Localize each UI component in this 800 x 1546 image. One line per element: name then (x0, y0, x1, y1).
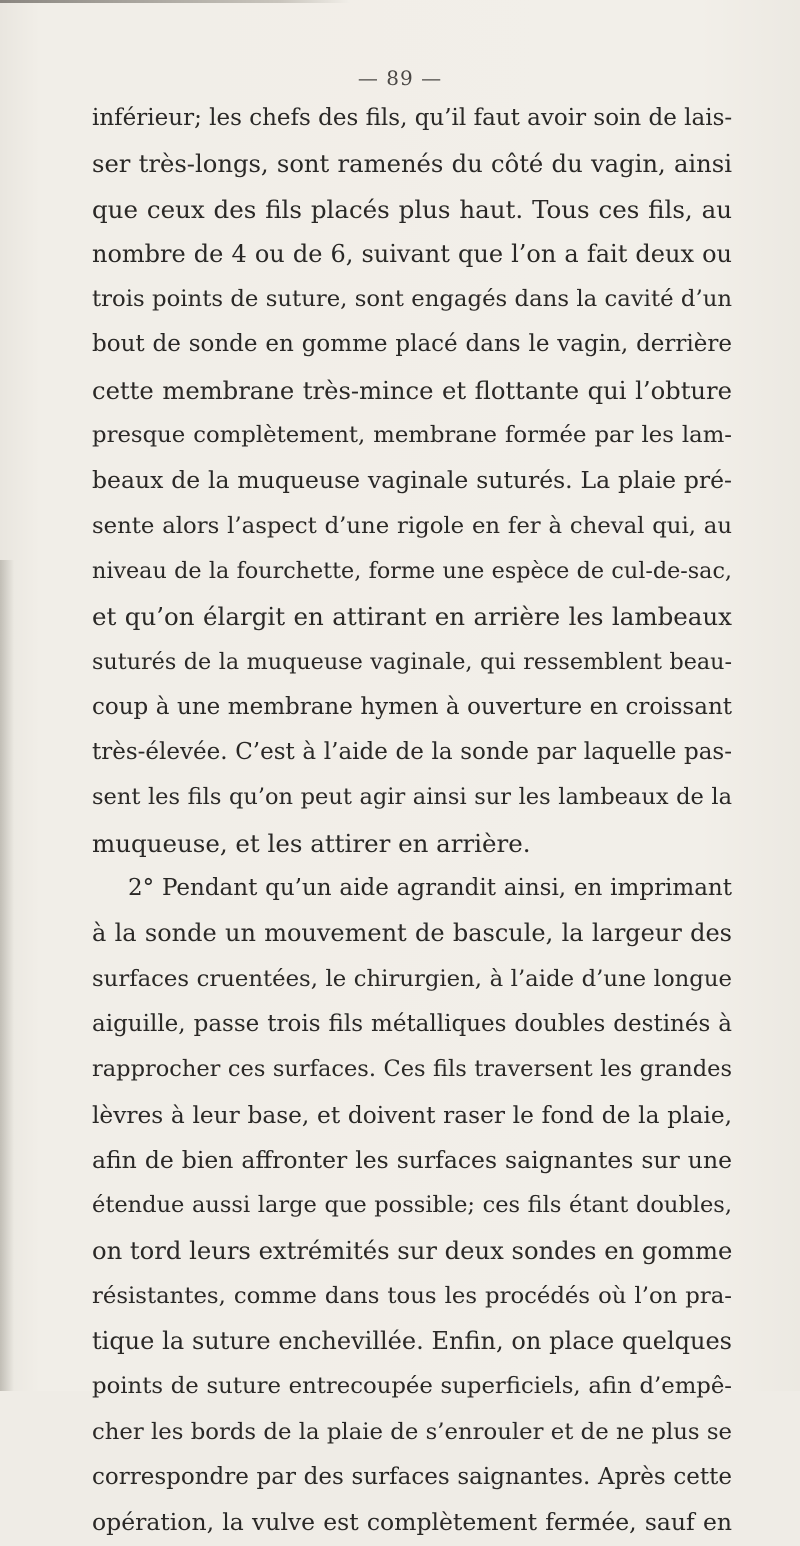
text-line: presque complètement, membrane formée par les lam- (92, 422, 732, 449)
text-line: afin de bien affronter les surfaces saignantes sur une (92, 1145, 732, 1174)
page-number: — 89 — (357, 66, 443, 90)
body-text (92, 96, 732, 1546)
text-line: que ceux des fils placés plus haut. Tous ces fils, au (92, 194, 732, 224)
text-line: suturés de la muqueuse vaginale, qui ressemblent beau- (92, 648, 732, 675)
text-line: sente alors l’aspect d’une rigole en fer à cheval qui, au (92, 512, 732, 539)
page-edge-shadow (0, 560, 14, 1391)
text-line: niveau de la fourchette, forme une espèce de cul-de-sac, (92, 557, 732, 584)
text-line: résistantes, comme dans tous les procédés où l’on pra- (92, 1282, 732, 1309)
text-line: sent les fils qu’on peut agir ainsi sur les lambeaux de la (92, 784, 732, 811)
text-line: points de suture entrecoupée superficiels, afin d’empê- (92, 1373, 732, 1400)
paragraph-start-line: 2° Pendant qu’un aide agrandit ainsi, en imprimant (128, 875, 732, 902)
text-line: étendue aussi large que possible; ces fils étant doubles, (92, 1192, 732, 1219)
text-line: lèvres à leur base, et doivent raser le fond de la plaie, (92, 1101, 732, 1129)
text-line: beaux de la muqueuse vaginale suturés. La plaie pré- (92, 466, 732, 495)
text-line: ser très-longs, sont ramenés du côté du vagin, ainsi (92, 149, 732, 179)
text-line: nombre de 4 ou de 6, suivant que l’on a fait deux ou (92, 239, 732, 268)
text-line: tique la suture enchevillée. Enfin, on place quelques (92, 1327, 732, 1356)
text-line: surfaces cruentées, le chirurgien, à l’aide d’une longue (92, 965, 732, 992)
text-line: on tord leurs extrémités sur deux sondes en gomme (92, 1236, 732, 1266)
text-line: bout de sonde en gomme placé dans le vagin, derrière (92, 331, 732, 358)
paragraph-end-line: muqueuse, et les attirer en arrière. (92, 828, 531, 858)
text-line: inférieur; les chefs des fils, qu’il faut avoir soin de lais- (92, 105, 732, 131)
text-line: opération, la vulve est complètement fermée, sauf en (92, 1508, 732, 1537)
top-edge-rule (0, 0, 350, 3)
text-line: rapprocher ces surfaces. Ces fils traversent les grandes (92, 1056, 732, 1083)
text-line: correspondre par des surfaces saignantes. Après cette (92, 1463, 732, 1490)
text-line: trois points de suture, sont engagés dans la cavité d’un (92, 286, 732, 313)
text-line: très-élevée. C’est à l’aide de la sonde par laquelle pas- (92, 739, 732, 766)
text-line: et qu’on élargit en attirant en arrière les lambeaux (92, 602, 732, 632)
text-line: aiguille, passe trois fils métalliques doubles destinés à (92, 1010, 732, 1037)
text-line: coup à une membrane hymen à ouverture en croissant (92, 693, 732, 720)
text-line: cher les bords de la plaie de s’enrouler et de ne plus se (92, 1418, 732, 1445)
text-line: cette membrane très-mince et flottante qui l’obture (92, 375, 732, 405)
text-line: à la sonde un mouvement de bascule, la largeur des (92, 919, 732, 948)
